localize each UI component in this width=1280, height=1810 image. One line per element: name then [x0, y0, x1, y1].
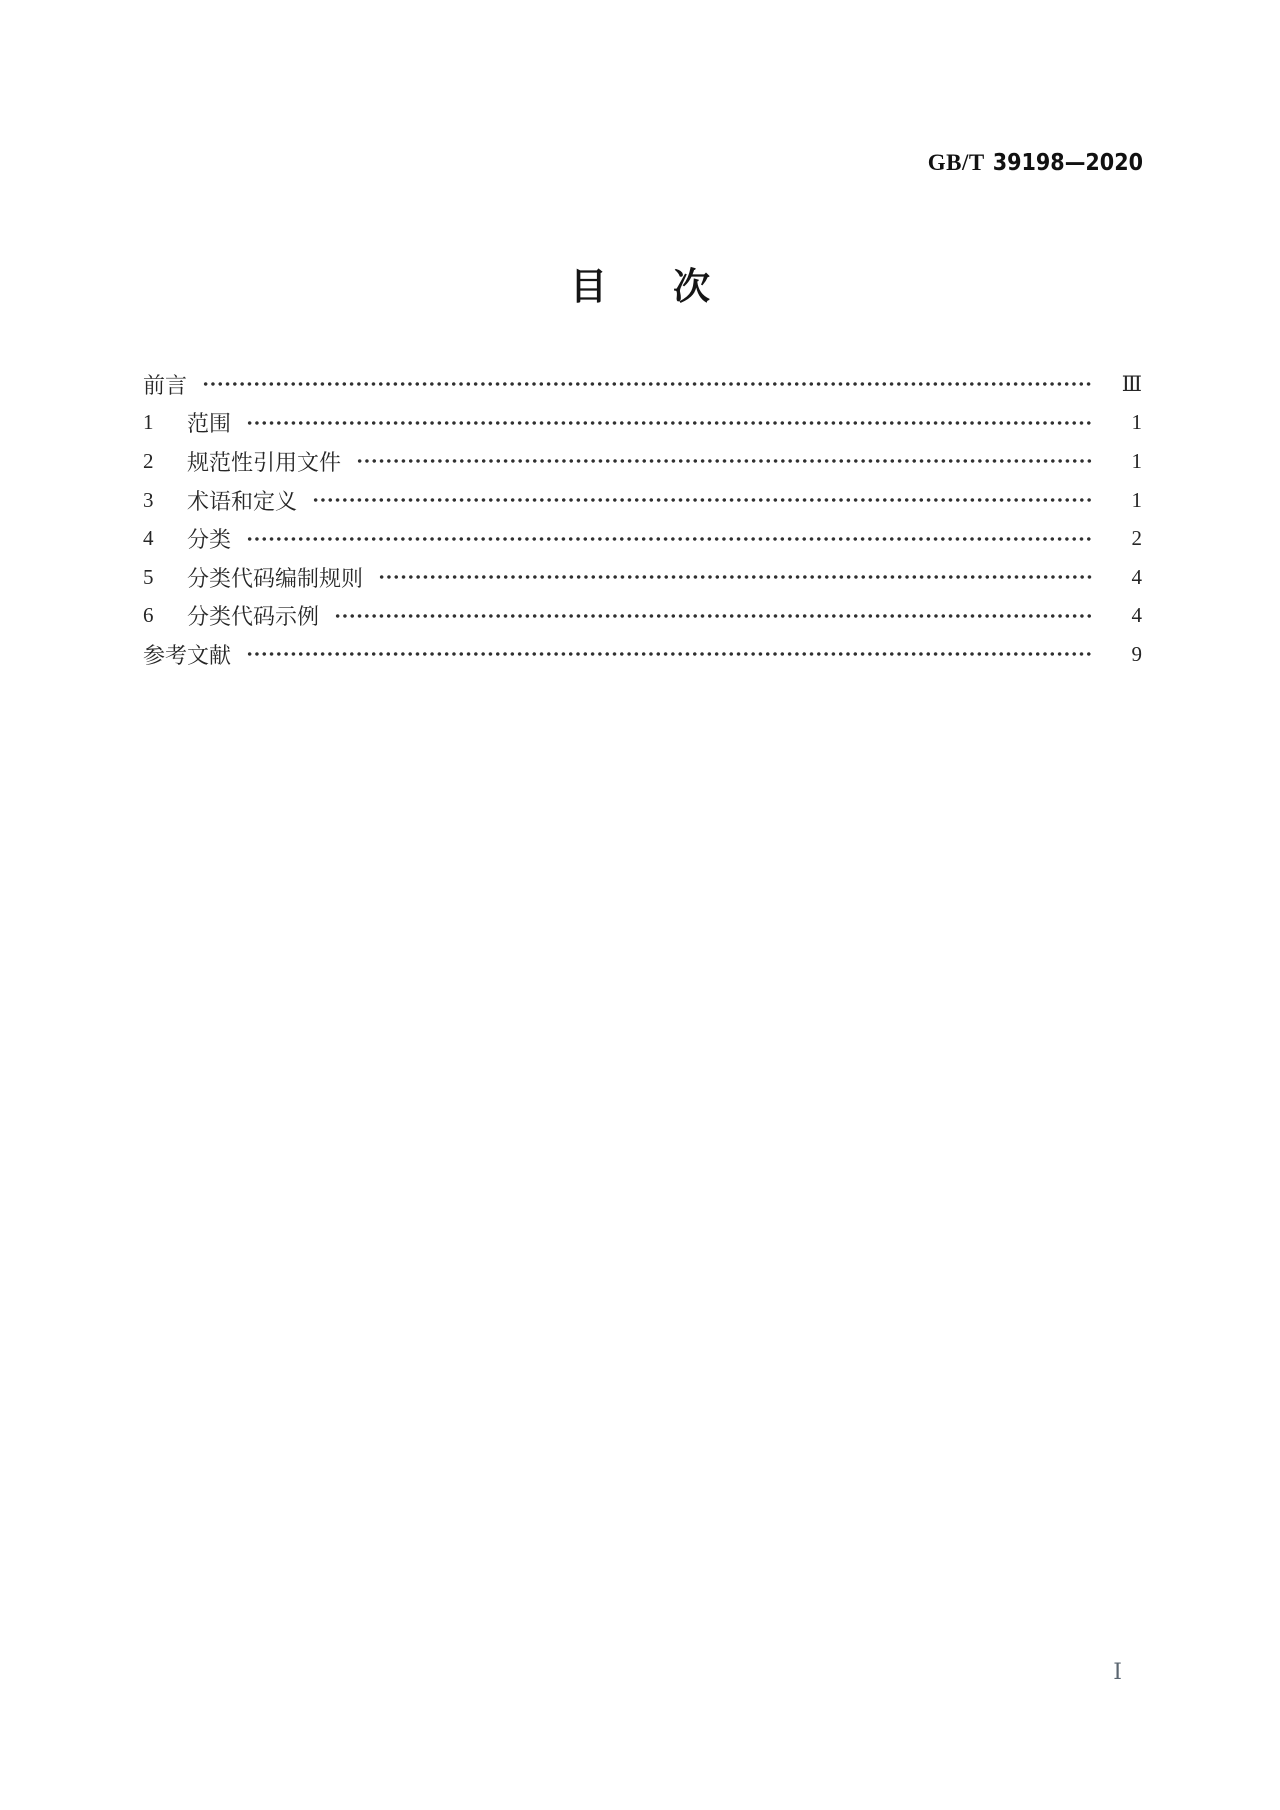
dot-leader — [246, 519, 1094, 558]
dot-leader — [378, 558, 1094, 597]
toc-entry-label: 前言 — [143, 372, 188, 398]
dot-leader — [246, 404, 1094, 443]
table-of-contents — [143, 365, 1142, 674]
toc-entry-label: 分类 — [187, 527, 232, 553]
footer-page-number: Ⅰ — [1113, 1659, 1122, 1684]
toc-entry-page: 2 — [1131, 526, 1142, 551]
toc-entry-page: 4 — [1131, 564, 1142, 589]
standard-code-prefix: GB/T — [927, 150, 985, 175]
toc-entry-label: 范围 — [187, 411, 232, 437]
standard-code-number: 39198—2020 — [992, 150, 1143, 176]
toc-entry — [143, 558, 1142, 597]
toc-entry-number: 4 — [143, 526, 154, 551]
toc-entry-page: 4 — [1131, 603, 1142, 628]
toc-entry — [143, 519, 1142, 558]
standard-code — [928, 150, 1143, 176]
dot-leader — [246, 635, 1094, 674]
toc-entry — [143, 365, 1142, 404]
toc-entry-number: 1 — [143, 410, 154, 435]
toc-entry-number: 2 — [143, 448, 154, 473]
toc-entry — [143, 404, 1142, 443]
toc-entry-number: 6 — [143, 603, 154, 628]
toc-entry-label: 分类代码示例 — [187, 604, 320, 630]
toc-entry-page: 9 — [1131, 641, 1142, 666]
toc-entry-label: 术语和定义 — [187, 488, 298, 514]
dot-leader — [202, 365, 1094, 404]
page-title — [0, 256, 1280, 310]
toc-entry-page: 1 — [1131, 410, 1142, 435]
dot-leader — [356, 442, 1094, 481]
toc-entry-label: 分类代码编制规则 — [187, 565, 364, 591]
toc-entry — [143, 442, 1142, 481]
toc-entry-page: 1 — [1131, 487, 1142, 512]
toc-entry-page: 1 — [1131, 448, 1142, 473]
toc-entry — [143, 635, 1142, 674]
dot-leader — [334, 597, 1094, 636]
dot-leader — [312, 481, 1094, 520]
toc-entry-label: 规范性引用文件 — [187, 449, 342, 475]
toc-entry-number: 5 — [143, 564, 154, 589]
toc-entry — [143, 481, 1142, 520]
toc-entry-page: Ⅲ — [1121, 371, 1142, 396]
toc-entry-label: 参考文献 — [143, 642, 232, 668]
toc-entry-number: 3 — [143, 487, 154, 512]
toc-entry — [143, 597, 1142, 636]
page-title-char-2: 次 — [673, 267, 710, 308]
page-title-char-1: 目 — [570, 267, 607, 308]
